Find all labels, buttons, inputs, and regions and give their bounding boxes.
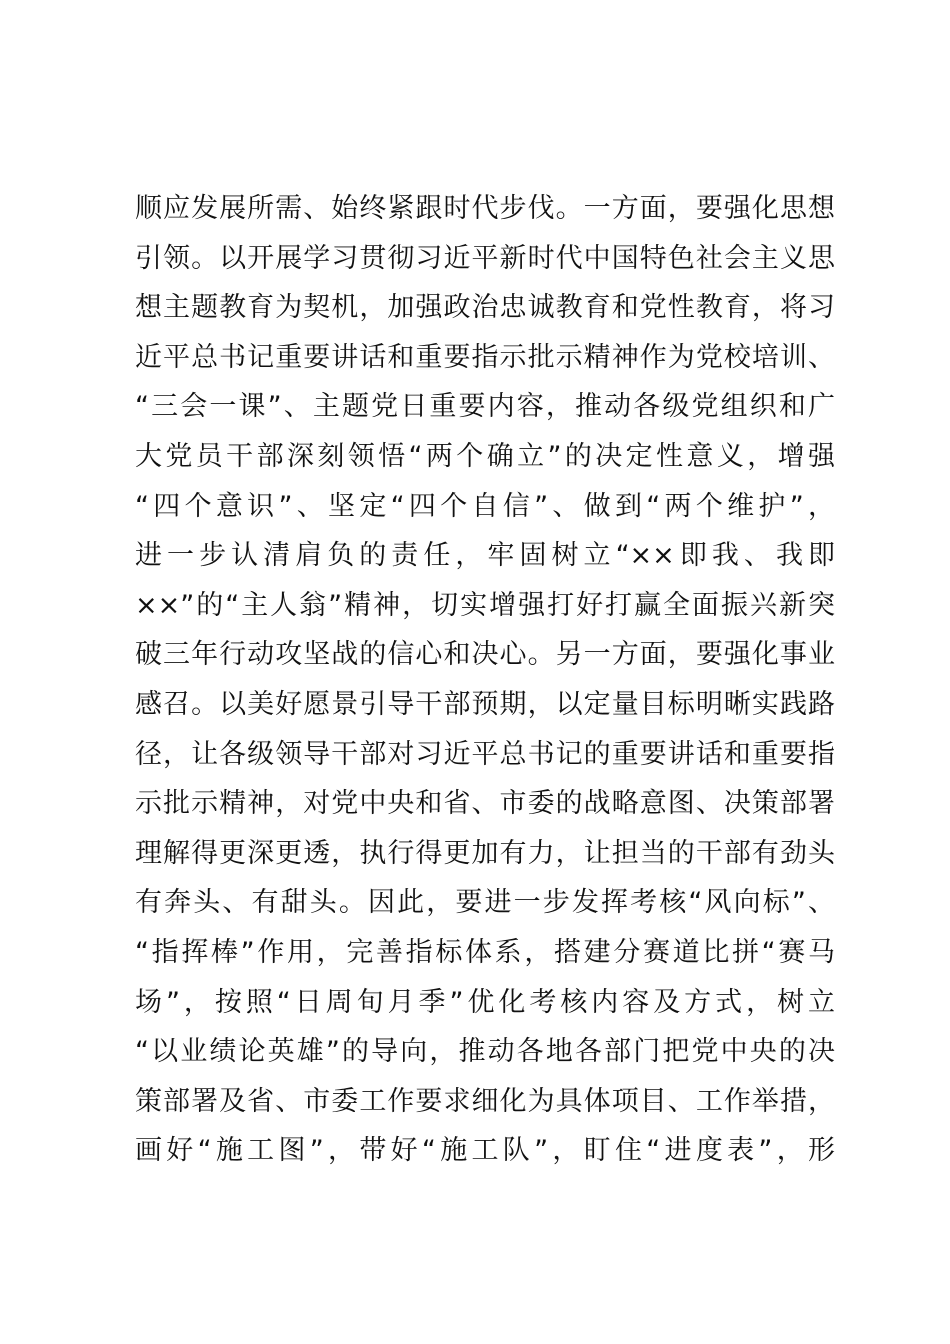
paragraph-line: “以业绩论英雄”的导向，推动各地各部门把党中央的决 <box>135 1036 835 1068</box>
paragraph-line: 引领。以开展学习贯彻习近平新时代中国特色社会主义思 <box>135 242 835 274</box>
paragraph-line: 近平总书记重要讲话和重要指示批示精神作为党校培训、 <box>135 341 835 373</box>
paragraph-line: 理解得更深更透，执行得更加有力，让担当的干部有劲头 <box>135 837 835 869</box>
body-paragraph <box>135 184 835 1176</box>
paragraph-line: “指挥棒”作用，完善指标体系，搭建分赛道比拼“赛马 <box>135 936 835 968</box>
paragraph-line: 破三年行动攻坚战的信心和决心。另一方面，要强化事业 <box>135 639 835 671</box>
paragraph-line: 进一步认清肩负的责任，牢固树立“××即我、我即 <box>135 540 835 572</box>
paragraph-line: 画好“施工图”，带好“施工队”，盯住“进度表”，形 <box>135 1135 835 1167</box>
paragraph-line: “四个意识”、坚定“四个自信”、做到“两个维护”， <box>135 490 835 522</box>
paragraph-line: “三会一课”、主题党日重要内容，推动各级党组织和广 <box>135 391 835 423</box>
paragraph-line: 策部署及省、市委工作要求细化为具体项目、工作举措， <box>135 1085 835 1117</box>
paragraph-line: 想主题教育为契机，加强政治忠诚教育和党性教育，将习 <box>135 292 835 324</box>
paragraph-line: ××”的“主人翁”精神，切实增强打好打赢全面振兴新突 <box>135 589 835 621</box>
paragraph-line: 示批示精神，对党中央和省、市委的战略意图、决策部署 <box>135 788 835 820</box>
paragraph-line: 有奔头、有甜头。因此，要进一步发挥考核“风向标”、 <box>135 887 835 919</box>
paragraph-line: 径，让各级领导干部对习近平总书记的重要讲话和重要指 <box>135 738 835 770</box>
paragraph-line: 顺应发展所需、始终紧跟时代步伐。一方面，要强化思想 <box>135 193 835 224</box>
paragraph-line: 感召。以美好愿景引导干部预期，以定量目标明晰实践路 <box>135 688 835 720</box>
paragraph-line: 大党员干部深刻领悟“两个确立”的决定性意义，增强 <box>135 440 835 472</box>
paragraph-line: 场”，按照“日周旬月季”优化考核内容及方式，树立 <box>135 986 835 1018</box>
